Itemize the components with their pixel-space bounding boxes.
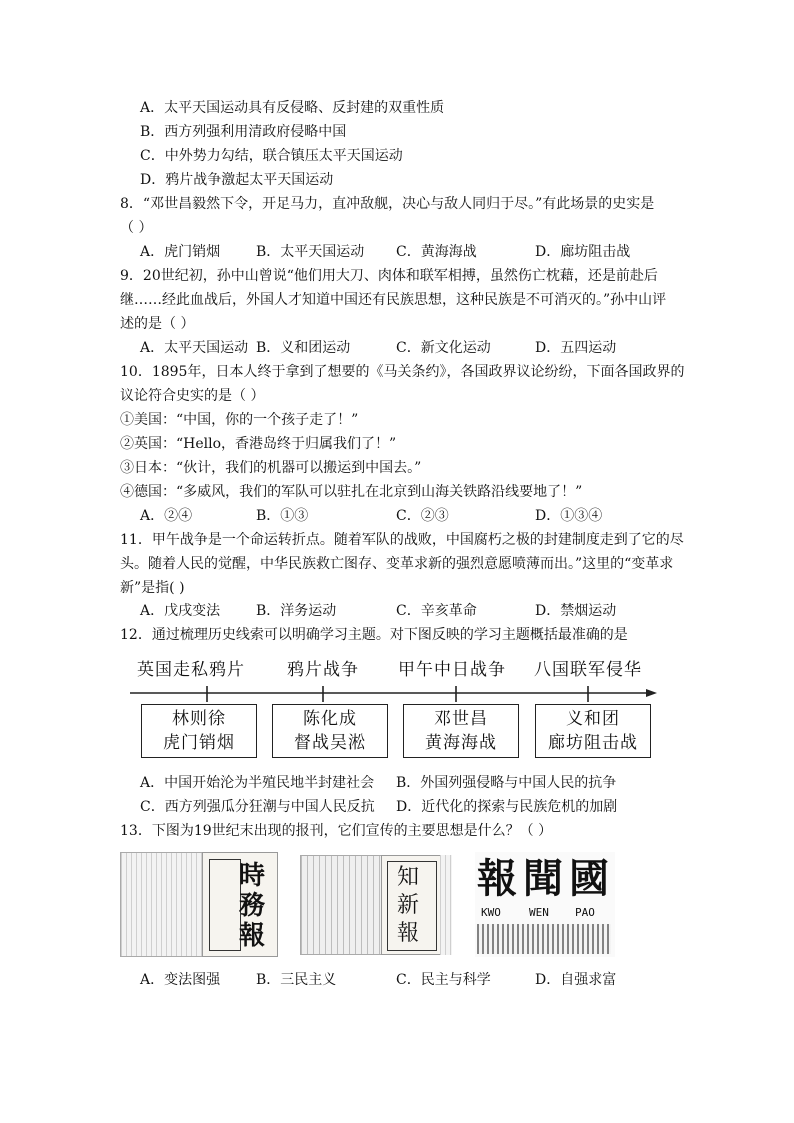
timeline-box-4-line1: 义和团 [566, 709, 620, 729]
timeline-label-1: 英国走私鸦片 [137, 660, 245, 680]
newspaper-2-char-3: 報 [397, 921, 420, 946]
q9-option-b: B．义和团运动 [256, 340, 351, 356]
q7-option-a: A．太平天国运动具有反侵略、反封建的双重性质 [140, 100, 445, 116]
newspaper-2-inner-page [300, 855, 382, 955]
q8-option-a: A．虎门销烟 [140, 244, 221, 260]
timeline-box-1-line1: 林则徐 [172, 709, 226, 729]
newspaper-1-inner-page [120, 852, 204, 957]
newspaper-1-char-2: 務 [239, 891, 266, 921]
newspaper-3-char-3: 國 [569, 855, 609, 902]
q8-option-b: B．太平天国运动 [256, 244, 365, 260]
q13-option-a: A．变法图强 [140, 972, 221, 988]
newspaper-2-char-2: 新 [397, 893, 420, 918]
q11-stem-line2: 头。随着人民的觉醒，中华民族救亡图存、变革求新的强烈意愿喷薄而出。”这里的“变革求 [120, 556, 674, 572]
newspaper-1-cover [202, 852, 278, 957]
timeline-label-3: 甲午中日战争 [398, 660, 506, 680]
newspaper-3 [475, 852, 615, 957]
q12-option-b: B．外国列强侵略与中国人民的抗争 [396, 775, 617, 791]
timeline-axis [120, 684, 665, 706]
q12-stem: 12．通过梳理历史线索可以明确学习主题。对下图反映的学习主题概括最准确的是 [120, 627, 628, 643]
q9-stem-line3: 述的是（ ） [120, 316, 195, 332]
q10-stem-line1: 10．1895年，日本人终于拿到了想要的《马关条约》，各国政界议论纷纷，下面各国政界的 [120, 364, 685, 380]
q10-option-c: C．②③ [396, 508, 449, 524]
q12-option-a: A．中国开始沦为半殖民地半封建社会 [140, 775, 375, 791]
q9-option-d: D．五四运动 [535, 340, 617, 356]
q10-item-2: ②英国：“Hello，香港岛终于归属我们了！” [120, 436, 397, 452]
q10-item-1: ①美国：“中国，你的一个孩子走了！” [120, 412, 359, 428]
q10-item-4: ④德国：“多威风，我们的军队可以驻扎在北京到山海关铁路沿线要地了！” [120, 484, 583, 500]
newspaper-3-char-2: 聞 [523, 855, 563, 902]
timeline-box-3-line1: 邓世昌 [434, 709, 488, 729]
q10-option-a: A．②④ [140, 508, 193, 524]
newspaper-3-body-text [477, 924, 611, 954]
newspaper-3-latin-2: WEN [529, 906, 549, 919]
q11-stem-line1: 11．甲午战争是一个命运转折点。随着军队的战败，中国腐朽之极的封建制度走到了它的尽 [120, 532, 684, 548]
q13-option-d: D．自强求富 [535, 972, 617, 988]
q10-item-3: ③日本：“伙计，我们的机器可以搬运到中国去。” [120, 460, 422, 476]
timeline-box-2-line2: 督战吴淞 [294, 733, 366, 753]
timeline-arrow-icon [646, 689, 657, 697]
q12-option-c: C．西方列强瓜分狂潮与中国人民反抗 [140, 799, 375, 815]
q8-option-d: D．廊坊阻击战 [535, 244, 631, 260]
q8-stem-line1: 8．“邓世昌毅然下令，开足马力，直冲敌舰，决心与敌人同归于尽。”有此场景的史实是 [120, 196, 655, 212]
timeline-box-3 [403, 704, 519, 758]
q9-option-c: C．新文化运动 [396, 340, 491, 356]
timeline-box-4-line2: 廊坊阻击战 [548, 733, 638, 753]
q11-option-d: D．禁烟运动 [535, 603, 617, 619]
q11-option-b: B．洋务运动 [256, 603, 337, 619]
q11-option-c: C．辛亥革命 [396, 603, 477, 619]
newspaper-2-char-1: 知 [397, 865, 420, 890]
timeline-box-3-line2: 黄海海战 [425, 733, 497, 753]
timeline-box-1 [141, 704, 257, 758]
q7-option-b: B．西方列强利用清政府侵略中国 [140, 124, 347, 140]
q13-option-c: C．民主与科学 [396, 972, 491, 988]
q12-option-d: D．近代化的探索与民族危机的加剧 [396, 799, 618, 815]
timeline-label-4: 八国联军侵华 [534, 660, 642, 680]
q7-option-d: D．鸦片战争激起太平天国运动 [140, 172, 334, 188]
q9-stem-line1: 9．20世纪初，孙中山曾说“他们用大刀、肉体和联军相搏，虽然伤亡枕藉，还是前赴后 [120, 268, 658, 284]
timeline-box-2 [272, 704, 388, 758]
newspaper-3-latin-3: PAO [575, 906, 595, 919]
newspaper-1-char-3: 報 [239, 921, 266, 951]
q13-option-b: B．三民主义 [256, 972, 337, 988]
timeline-box-2-line1: 陈化成 [303, 709, 357, 729]
timeline-box-1-line2: 虎门销烟 [163, 733, 235, 753]
q10-option-d: D．①③④ [535, 508, 603, 524]
q9-option-a: A．太平天国运动 [140, 340, 249, 356]
q9-stem-line2: 继……经此血战后，外国人才知道中国还有民族思想，这种民族是不可消灭的。”孙中山评 [120, 292, 667, 308]
q11-option-a: A．戊戌变法 [140, 603, 221, 619]
q8-stem-line2: （ ） [120, 220, 153, 236]
newspaper-2-cover [381, 855, 441, 955]
q10-option-b: B．①③ [256, 508, 309, 524]
q13-stem: 13．下图为19世纪末出现的报刊，它们宣传的主要思想是什么？（ ） [120, 823, 553, 839]
newspaper-2-edge [440, 855, 452, 955]
timeline-box-4 [535, 704, 651, 758]
newspaper-1-char-1: 時 [239, 861, 266, 891]
newspaper-3-latin-1: KWO [481, 906, 501, 919]
q8-option-c: C．黄海海战 [396, 244, 477, 260]
newspaper-3-char-1: 報 [477, 855, 517, 902]
q11-stem-line3: 新”是指( ) [120, 580, 185, 596]
timeline-label-2: 鸦片战争 [287, 660, 359, 680]
q7-option-c: C．中外势力勾结，联合镇压太平天国运动 [140, 148, 403, 164]
q10-stem-line2: 议论符合史实的是（ ） [120, 388, 265, 404]
